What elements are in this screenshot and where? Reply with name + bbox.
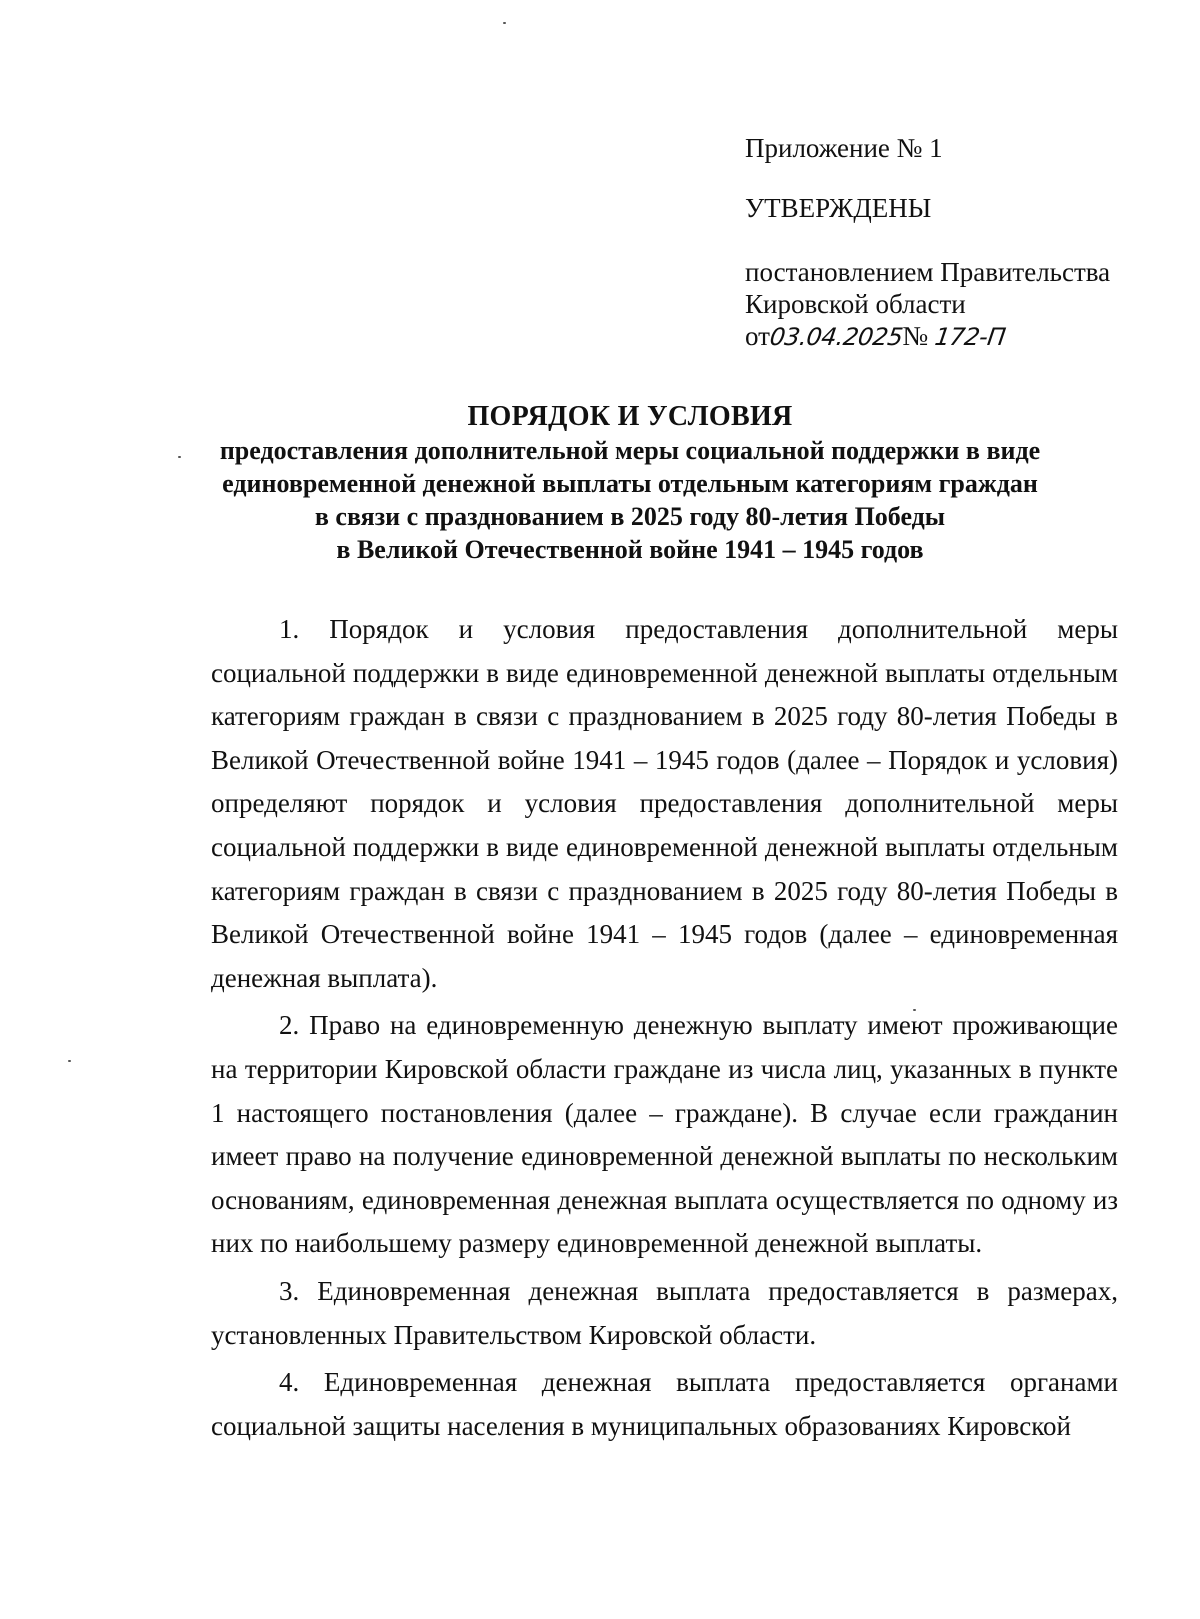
appendix-label: Приложение № 1: [745, 133, 943, 163]
decree-line-1: постановлением Правительства: [745, 257, 1111, 287]
document-title: [180, 400, 1080, 566]
from-prefix: от: [745, 321, 770, 351]
paragraph-4: 4. Единовременная денежная выплата предоставляется органами социальной защиты населения в муниципальных образованиях Кировской: [211, 1367, 1118, 1441]
decree-line-2: Кировской области: [745, 289, 966, 319]
scan-speck: [68, 1060, 71, 1062]
title-sub-line-2: единовременной денежной выплаты отдельным категориям граждан: [222, 469, 1038, 498]
paragraph-1: 1. Порядок и условия предоставления дополнительной меры социальной поддержки в виде единовременной денежной выплаты отдельным категориям граждан в связи с празднованием в 2025 году 80-летия Победы в Великой Отечественной войне 1941 – 1945 годов (далее – Порядок и условия) определяют порядок и условия предоставления дополнительной меры социальной поддержки в виде единовременной денежной выплаты отдельным категориям граждан в связи с празднованием в 2025 году 80-летия Победы в Великой Отечественной войне 1941 – 1945 годов (далее – единовременная денежная выплата).: [211, 614, 1118, 993]
title-main: ПОРЯДОК И УСЛОВИЯ: [467, 401, 793, 432]
paragraph-2: 2. Право на единовременную денежную выплату имеют проживающие на территории Кировской области граждане из числа лиц, указанных в пункте 1 настоящего постановления (далее – граждане). В случае если гражданин имеет право на получение единовременной денежной выплаты по нескольким основаниям, единовременная денежная выплата осуществляется по одному из них по наибольшему размеру единовременной денежной выплаты.: [211, 1010, 1118, 1259]
title-sub-line-3: в связи с празднованием в 2025 году 80-летия Победы: [314, 502, 946, 531]
document-body: [211, 608, 1118, 1448]
approval-stamp-block: [745, 132, 1165, 353]
title-sub-line-4: в Великой Отечественной войне 1941 – 1945 годов: [336, 535, 924, 564]
decree-date-line: [745, 320, 1165, 353]
handwritten-date: 03.04.2025: [767, 323, 905, 351]
scan-speck: [503, 22, 506, 24]
handwritten-number: 172-П: [932, 323, 1007, 351]
approved-label: УТВЕРЖДЕНЫ: [745, 193, 932, 223]
number-prefix: №: [902, 321, 935, 351]
title-sub-line-1: предоставления дополнительной меры социальной поддержки в виде: [219, 436, 1041, 465]
paragraph-3: 3. Единовременная денежная выплата предоставляется в размерах, установленных Правительством Кировской области.: [211, 1275, 1118, 1350]
